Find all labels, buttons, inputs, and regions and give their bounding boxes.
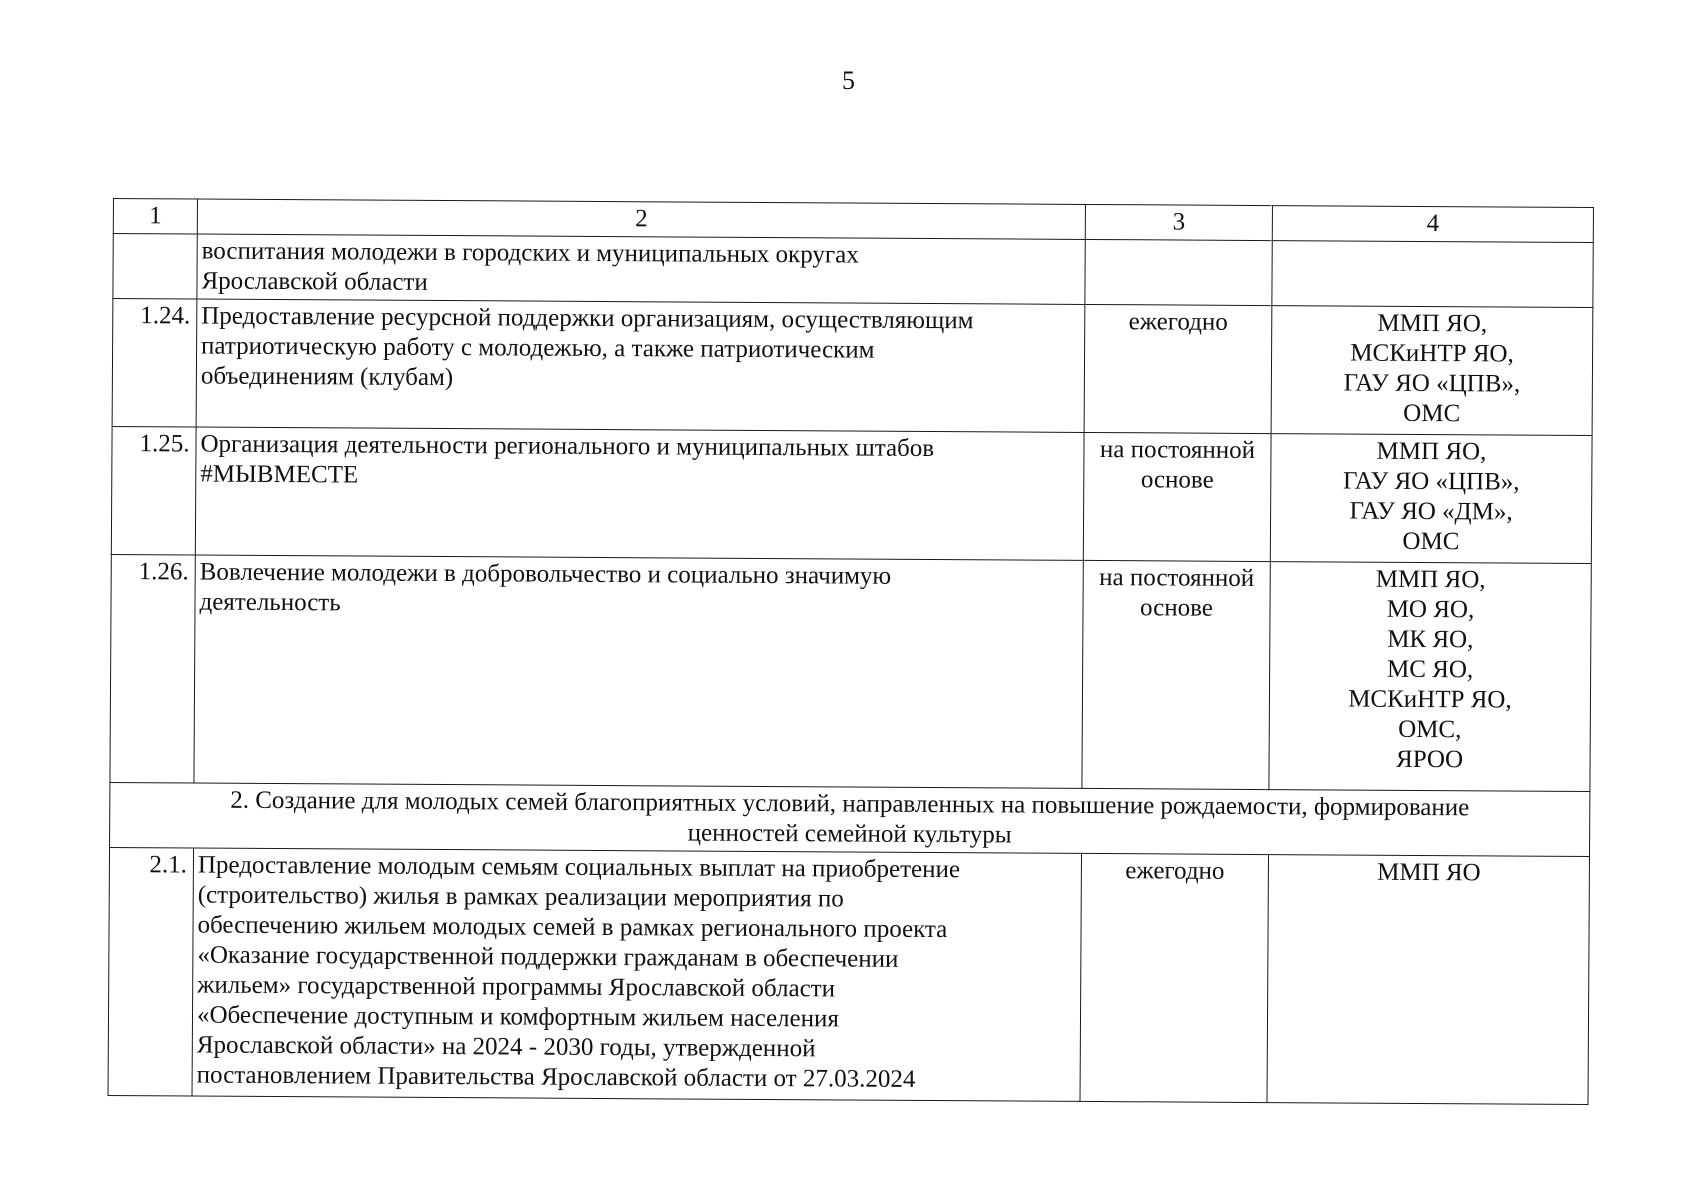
term-line: ежегодно — [1128, 308, 1228, 336]
executor: МО ЯО, — [1386, 595, 1475, 624]
item-executors — [1267, 855, 1590, 1105]
continuation-row — [113, 234, 1593, 308]
executor: МК ЯО, — [1387, 625, 1474, 654]
column-number-3: 3 — [1085, 204, 1272, 240]
executor: ГАУ ЯО «ЦПВ», — [1342, 467, 1520, 496]
item-number: 2.1. — [108, 847, 194, 1096]
column-number-4: 4 — [1272, 206, 1593, 243]
text-line: Ярославской области — [201, 267, 428, 296]
executor: ГАУ ЯО «ДМ», — [1349, 497, 1513, 526]
section-heading-line: ценностей семейной культуры — [687, 819, 1012, 849]
section-heading — [110, 782, 1590, 856]
item-executors — [1271, 306, 1593, 436]
item-executors — [1270, 434, 1592, 564]
column-number-1: 1 — [113, 199, 197, 235]
text-line: деятельность — [199, 588, 341, 617]
executor: МС ЯО, — [1386, 655, 1474, 684]
executor: ГАУ ЯО «ЦПВ», — [1343, 369, 1521, 398]
text-line: #МЫВМЕСТЕ — [200, 460, 359, 489]
text-line: Ярославской области» на 2024 - 2030 годы, утвержденной — [196, 1031, 816, 1063]
table-row — [110, 554, 1591, 791]
executor: ММП ЯО — [1377, 858, 1481, 887]
term-line: основе — [1139, 594, 1214, 622]
text-line: Предоставление ресурсной поддержки организациям, осуществляющим — [201, 302, 974, 335]
text-line: (строительство) жилья в рамках реализации мероприятия по — [197, 881, 844, 913]
executor: ОМС — [1403, 399, 1461, 428]
text-line: патриотическую работу с молодежью, а также патриотическим — [201, 332, 875, 364]
item-term — [1082, 560, 1270, 789]
item-term — [1080, 853, 1269, 1102]
term-line: на постоянной — [1099, 436, 1256, 464]
text-line: «Обеспечение доступным и комфортным жильем населения — [196, 1001, 840, 1033]
page-number: 5 — [842, 66, 855, 95]
term-line: на постоянной — [1099, 564, 1255, 592]
column-number-2: 2 — [197, 199, 1085, 239]
item-term — [1084, 304, 1272, 433]
executor: ОМС — [1402, 527, 1460, 556]
item-executors — [1269, 562, 1591, 792]
item-text — [196, 299, 1085, 432]
text-line: Вовлечение молодежи в добровольчество и социально значимую — [199, 558, 892, 590]
table-row — [112, 299, 1593, 436]
item-text — [192, 848, 1081, 1101]
text-line: воспитания молодежи в городских и муниципальных округах — [201, 237, 859, 269]
text-line: Организация деятельности регионального и муниципальных штабов — [200, 430, 935, 463]
item-number: 1.24. — [112, 299, 197, 428]
section-heading-line: 2. Создание для молодых семей благоприятных условий, направленных на повышение рождаемости, формирование — [230, 786, 1470, 822]
text-line: «Оказание государственной поддержки гражданам в обеспечении — [197, 941, 899, 973]
text-line: объединениям (клубам) — [200, 362, 454, 392]
executor: ММП ЯО, — [1376, 437, 1487, 466]
table-row — [111, 426, 1592, 563]
item-number: 1.26. — [110, 554, 195, 783]
executor: МСКиНТР ЯО, — [1350, 339, 1514, 368]
text-line: постановлением Правительства Ярославской области от 27.03.2024 — [196, 1061, 916, 1093]
text-line: жильем» государственной программы Ярославской области — [197, 971, 836, 1003]
item-text — [194, 555, 1083, 788]
section-heading-row — [110, 782, 1590, 856]
table-row — [108, 847, 1589, 1104]
term-line: основе — [1140, 466, 1214, 494]
continuation-term-cell — [1085, 239, 1272, 305]
executor: МСКиНТР ЯО, — [1348, 685, 1512, 714]
item-text — [195, 427, 1084, 560]
item-number: 1.25. — [111, 426, 196, 555]
item-term — [1083, 432, 1271, 561]
text-line: Предоставление молодым семьям социальных выплат на приобретение — [197, 851, 961, 884]
executor: ММП ЯО, — [1377, 309, 1488, 338]
continuation-text-cell — [197, 234, 1085, 304]
continuation-num-cell — [113, 234, 197, 300]
text-line: обеспечению жильем молодых семей в рамках регионального проекта — [197, 911, 948, 944]
executor: ММП ЯО, — [1375, 565, 1486, 594]
term-line: ежегодно — [1125, 857, 1225, 885]
continuation-executor-cell — [1272, 241, 1593, 308]
measures-table — [108, 198, 1594, 1105]
executor: ЯРОО — [1396, 745, 1464, 774]
executor: ОМС, — [1398, 715, 1462, 744]
